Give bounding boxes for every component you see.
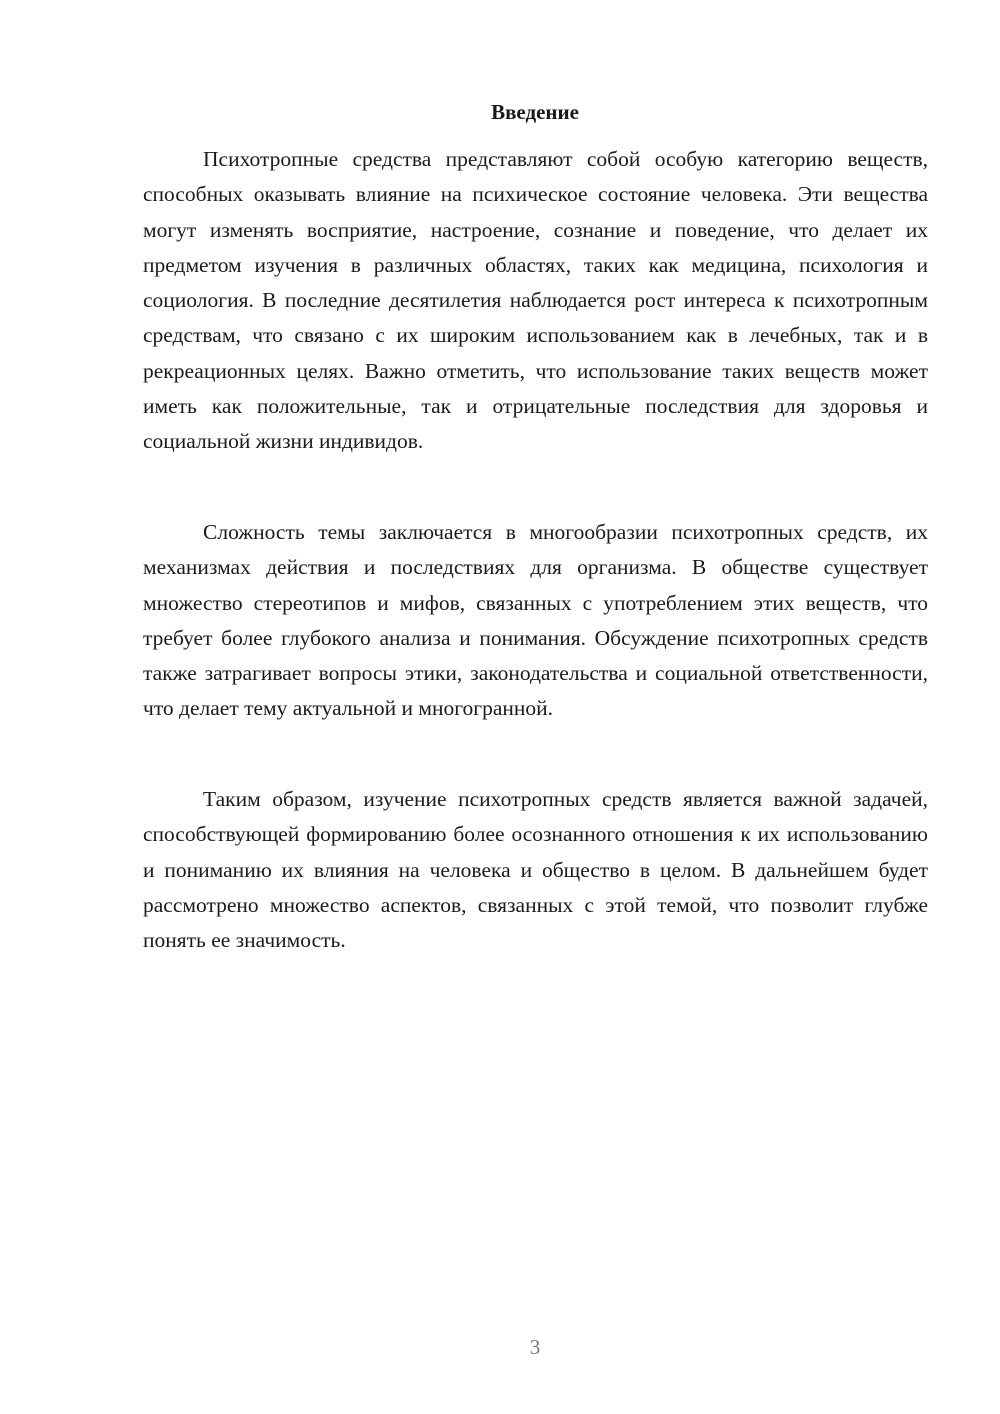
paragraph-3: Таким образом, изучение психотропных средств является важной задачей, способствующей формированию более осознанного отношения к их использованию и пониманию их влияния на человека и общество в целом. В дальнейшем будет рассмотрено множество аспектов, связанных с этой темой, что позволит глубже понять ее значимость.	[143, 787, 928, 953]
section-title: Введение	[491, 100, 579, 124]
page-number: 3	[529, 1335, 541, 1359]
paragraph-1: Психотропные средства представляют собой особую категорию веществ, способных оказывать влияние на психическое состояние человека. Эти вещества могут изменять восприятие, настроение, сознание и поведение, что делает их предметом изучения в различных областях, таких как медицина, психология и социология. В последние десятилетия наблюдается рост интереса к психотропным средствам, что связано с их широким использованием как в лечебных, так и в рекреационных целях. Важно отметить, что использование таких веществ может иметь как положительные, так и отрицательные последствия для здоровья и социальной жизни индивидов.	[143, 147, 928, 454]
paragraph-2: Сложность темы заключается в многообразии психотропных средств, их механизмах действия и последствиях для организма. В обществе существует множество стереотипов и мифов, связанных с употреблением этих веществ, что требует более глубокого анализа и понимания. Обсуждение психотропных средств также затрагивает вопросы этики, законодательства и социальной ответственности, что делает тему актуальной и многогранной.	[143, 520, 928, 721]
